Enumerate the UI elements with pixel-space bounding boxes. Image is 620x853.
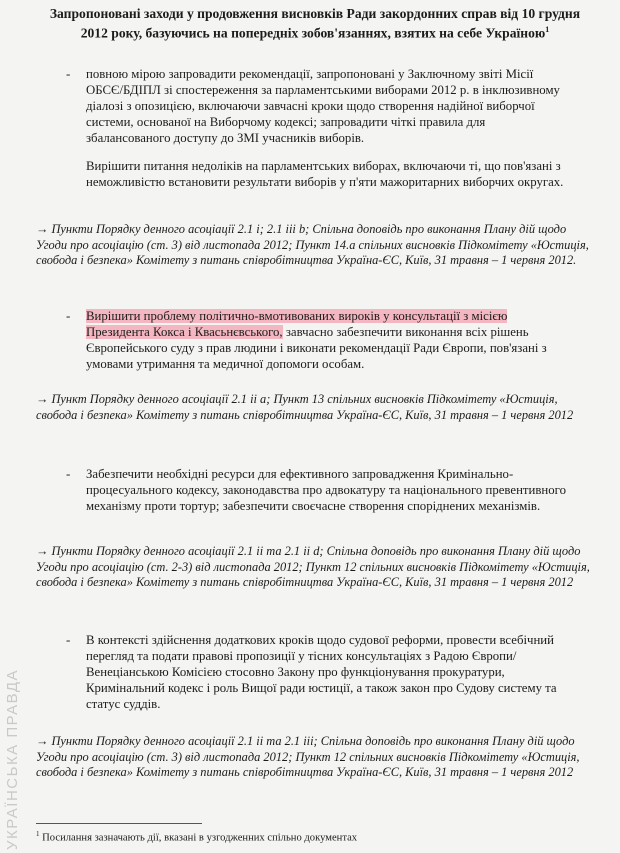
bullet-dash: - — [66, 308, 71, 323]
title-footnote-mark: 1 — [545, 25, 550, 34]
reference-note: → Пункт Порядку денного асоціації 2.1 іі а; Пункт 13 спільних висновків Підкомітету «Юстиція, свобода і безпека» Комітету з питань співробітництва Україна-ЄС, Київ, 31 травня – 1 червня 2012 — [36, 392, 574, 422]
bullet-text: Забезпечити необхідні ресурси для ефективного запровадження Кримінально-процесуального кодексу, законодавства про адвокатуру та національного превентивного механізму проти тортур; забезпечити своєчасне створення споріднених механізмів. — [86, 467, 566, 513]
footnote-divider — [36, 823, 202, 824]
paragraph-election-shortcomings: Вирішити питання недоліків на парламентських виборах, включаючи ті, що пов'язані з неможливістю встановити результати виборів у п'яти мажоритарних виборчих округах. — [86, 159, 564, 189]
watermark-logo: УКРАЇНСЬКА ПРАВДА — [4, 669, 21, 850]
highlighted-text: Вирішити проблему політично-вмотивованих вироків у консультації з місією Президента Кокса і Квасьнєвського, — [86, 309, 508, 339]
bullet-text: В контексті здійснення додаткових кроків щодо судової реформи, провести всебічний перегляд та подати правові пропозиції у тісних консультаціях з Радою Європи/Венеціанською Комісією стосовно Закону про функціонування прокуратури, Кримінальний кодекс і роль Вищої ради юстиції, а також закон про Судову систему та статус суддів. — [86, 633, 557, 711]
reference-note: → Пункти Порядку денного асоціації 2.1 іі та 2.1 ііі; Спільна доповідь про виконання Плану дій щодо Угоди про асоціацію (ст. 3) від листопада 2012; Пункт 12 спільних висновків Підкомітету «Юстиція, свобода і безпека» Комітету з питань співробітництва Україна-ЄС, Київ, 31 травня – 1 червня 2012 — [36, 734, 580, 780]
footnote-mark: 1 — [36, 830, 40, 838]
document-title: Запропоновані заходи у продовження висновків Ради закордонних справ від 10 грудня 2012 року, базуючись на попередніх зобов'язаннях, взятих на себе Україною$^1$ — [49, 6, 581, 41]
footnote: $^1$ Посилання зазначають дії, вказані в узгодженних спільно документах — [36, 830, 358, 844]
reference-note: → Пункти Порядку денного асоціації 2.1 і; 2.1 ііі b; Спільна доповідь про виконання Плану дій щодо Угоди про асоціацію (ст. 3) від листопада 2012; Пункт 14.а спільних висновків Підкомітету «Юстиція, свобода і безпека» Комітету з питань співробітництва Україна-ЄС, Київ, 31 травня – 1 червня 2012. — [36, 222, 589, 268]
bullet-text — [86, 308, 566, 372]
bullet-dash: - — [66, 66, 71, 81]
bullet-text: повною мірою запровадити рекомендації, запропоновані у Заключному звіті Місії ОБСЄ/БДІПЛ зі спостереження за парламентськими виборами 2012 р. в інклюзивному діалозі з опозицією, включаючи завчасні кроки щодо створення надійної виборчої системи, основаної на Виборчому кодексі; запровадити чіткі правила для збалансованого доступу до ЗМІ учасників виборів. — [86, 67, 560, 145]
bullet-dash: - — [66, 466, 71, 481]
bullet-text-rest: завчасно забезпечити виконання всіх рішень Європейського суду з прав людини і виконати рекомендації Ради Європи, пов'язані з умовами утримання та медичної допомоги особам. — [86, 325, 547, 371]
reference-note: → Пункти Порядку денного асоціації 2.1 іі та 2.1 іі d; Спільна доповідь про виконання Плану дій щодо Угоди про асоціацію (ст. 2-3) від листопада 2012; Пункт 12 спільних висновків Підкомітету «Юстиція, свобода і безпека» Комітету з питань співробітництва Україна-ЄС, Київ, 31 травня – 1 червня 2012 — [36, 544, 590, 590]
bullet-dash: - — [66, 632, 71, 647]
